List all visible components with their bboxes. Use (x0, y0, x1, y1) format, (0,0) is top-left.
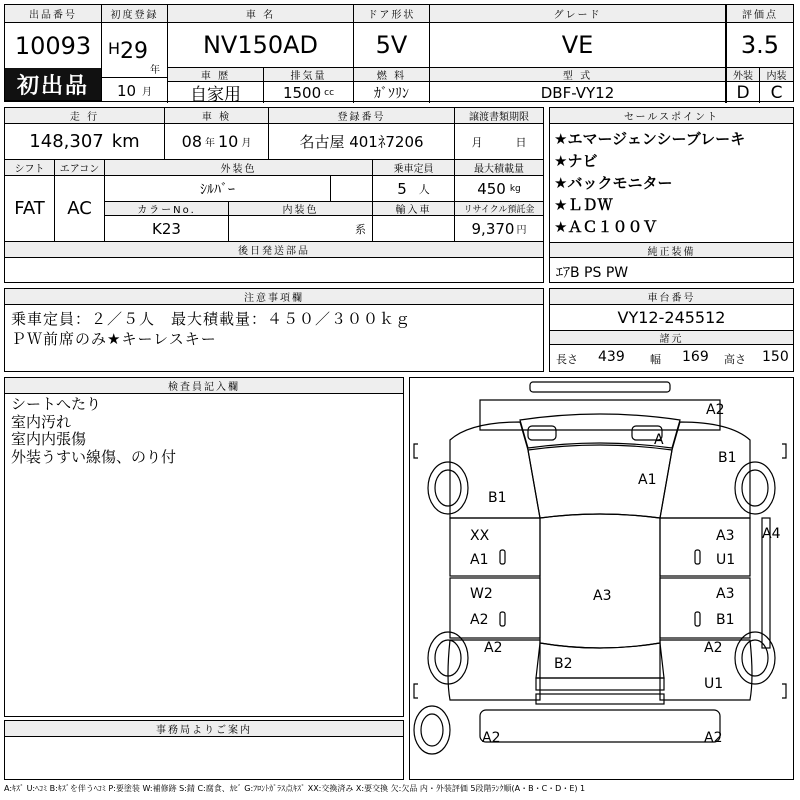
sales-item: ★ＡＣ１００Ｖ (554, 218, 658, 236)
inspector-lines (11, 396, 176, 466)
damage-mark: A3 (716, 586, 735, 602)
office-block (4, 720, 404, 780)
damage-mark: A (654, 432, 664, 448)
doors-label: ドア形状 (354, 5, 430, 23)
header-block (4, 4, 794, 102)
color-label: 外装色 (105, 160, 373, 176)
color-value: ｼﾙﾊﾞｰ (105, 176, 331, 202)
notes-line: 乗車定員：２／５人 最大積載量：４５０／３００ｋｇ (11, 310, 412, 328)
docs-month: 月 (471, 135, 483, 149)
damage-mark: A1 (470, 552, 489, 568)
recycle-label: リサイクル預託金 (455, 202, 543, 216)
load-unit: kg (509, 183, 521, 194)
dims-label: 諸元 (550, 331, 793, 345)
damage-mark: XX (470, 528, 490, 544)
later-parts-value (5, 258, 543, 282)
history-label: 車 歴 (168, 68, 264, 82)
disp-unit: cc (324, 87, 335, 98)
damage-mark: U1 (716, 552, 736, 568)
inspect-year: 08 (181, 132, 202, 151)
mileage-value: 148,307 (29, 131, 104, 152)
height-label: 高さ (724, 353, 746, 366)
width-label: 幅 (650, 353, 661, 366)
inspect-month-unit: 月 (241, 138, 252, 149)
cap-label: 乗車定員 (373, 160, 455, 176)
docs-day: 日 (515, 135, 527, 149)
ext-value: D (726, 82, 760, 103)
equip-value: ｴｱB PS PW (556, 265, 629, 281)
sales-item: ★バックモニター (554, 174, 673, 192)
height-value: 150 (762, 349, 789, 365)
lot-number: 10093 (5, 23, 102, 68)
disp-cell (264, 82, 354, 103)
damage-mark: W2 (470, 586, 493, 602)
shift-value: FAT (5, 176, 55, 242)
intcolor-unit: 系 (355, 222, 366, 236)
doors-value: 5V (354, 23, 430, 68)
ac-label: エアコン (55, 160, 105, 176)
damage-mark: U1 (704, 676, 724, 692)
name-label: 車 名 (168, 5, 354, 23)
first-listing-badge: 初出品 (5, 68, 102, 101)
shift-label: シフト (5, 160, 55, 176)
fuel-label: 燃 料 (354, 68, 430, 82)
history-value: 自家用 (168, 82, 264, 103)
notes-line: ＰＷ前席のみ★キーレスキー (11, 330, 217, 348)
reg-era: H (108, 39, 121, 58)
inspector-line: シートへたり (11, 395, 102, 413)
damage-mark: A2 (470, 612, 489, 628)
sales-item: ★ＬＤＷ (554, 196, 613, 214)
inspector-label: 検査員記入欄 (5, 378, 403, 394)
sales-block (549, 107, 794, 283)
recycle-cell (455, 216, 543, 242)
damage-mark: B2 (554, 656, 573, 672)
inspect-year-unit: 年 (205, 138, 215, 149)
plate-value: 名古屋 401ﾈ7206 (269, 124, 455, 160)
cap-unit: 人 (418, 182, 430, 196)
int-label: 内装 (760, 68, 793, 82)
legend-footer: A:ｷｽﾞ U:ﾍｺﾐ B:ｷｽﾞを伴うﾍｺﾐ P:要塗装 W:補修跡 S:錆 C:腐食、ｶﾋﾞ G:ﾌﾛﾝﾄｶﾞﾗｽ点ｷｽﾞ XX:交換済み X:要交換 欠:欠品 内・外装評価 5段階ﾗﾝｸ順(A・B・C・D・E) 1 (4, 784, 586, 793)
ext-label: 外装 (726, 68, 760, 82)
intcolor-cell (229, 216, 373, 242)
sales-label: セールスポイント (550, 108, 793, 124)
damage-marks (410, 378, 793, 779)
lot-label: 出品番号 (5, 5, 102, 23)
colorno-label: カラーNo. (105, 202, 229, 216)
import-value (373, 216, 455, 242)
dims-row (554, 349, 790, 369)
intcolor-label: 内装色 (229, 202, 373, 216)
inspector-line: 外装うすい線傷、のり付 (11, 447, 177, 466)
inspect-month: 10 (218, 132, 239, 151)
reg-label: 初度登録 (102, 5, 168, 23)
recycle-unit: 円 (516, 225, 527, 236)
damage-diagram (409, 377, 794, 780)
notes-lines (11, 309, 411, 349)
model-label: 型 式 (430, 68, 726, 82)
damage-mark: A2 (704, 640, 723, 656)
car-name: NV150AD (168, 23, 354, 68)
sales-item: ★エマージェンシーブレーキ (554, 130, 746, 148)
chassis-value: VY12-245512 (550, 305, 793, 331)
mileage-unit: km (111, 131, 140, 152)
damage-mark: B1 (718, 450, 737, 466)
disp-label: 排気量 (264, 68, 354, 82)
reg-year-unit: 年 (150, 65, 160, 76)
plate-label: 登録番号 (269, 108, 455, 124)
office-label: 事務局よりご案内 (5, 721, 403, 737)
later-parts-label: 後日発送部品 (5, 242, 543, 258)
damage-mark: A2 (484, 640, 503, 656)
disp-value: 1500 (282, 83, 322, 102)
length-label: 長さ (556, 353, 578, 366)
docs-label: 譲渡書類期限 (455, 108, 543, 124)
colorno-value: K23 (105, 216, 229, 242)
notes-label: 注意事項欄 (5, 289, 543, 305)
notes-block (4, 288, 544, 372)
damage-mark: A4 (762, 526, 781, 542)
sales-list (554, 128, 745, 238)
score-label: 評価点 (726, 5, 793, 23)
recycle-value: 9,370 (471, 219, 515, 238)
inspector-line: 室内汚れ (11, 412, 72, 431)
inspect-cell (165, 124, 269, 160)
damage-mark: A2 (482, 730, 501, 746)
load-cell (455, 176, 543, 202)
mileage-label: 走 行 (5, 108, 165, 124)
damage-mark: A2 (706, 402, 725, 418)
mileage-cell (5, 124, 165, 160)
color-extra (331, 176, 373, 202)
reg-year: 29 (120, 39, 148, 64)
reg-date (102, 23, 168, 78)
model-value: DBF-VY12 (430, 82, 726, 103)
cap-cell (373, 176, 455, 202)
grade-label: グレード (430, 5, 726, 23)
cap-value: 5 (397, 179, 407, 198)
chassis-block (549, 288, 794, 372)
inspector-line: 室内内張傷 (11, 430, 87, 448)
chassis-label: 車台番号 (550, 289, 793, 305)
damage-mark: A3 (716, 528, 735, 544)
load-value: 450 (477, 179, 506, 198)
score-value: 3.5 (726, 23, 793, 68)
docs-cell (455, 124, 543, 160)
length-value: 439 (598, 349, 625, 365)
width-value: 169 (682, 349, 709, 365)
damage-mark: A1 (638, 472, 657, 488)
grade-value: VE (430, 23, 726, 68)
reg-month-unit: 月 (142, 87, 153, 98)
damage-mark: B1 (716, 612, 735, 628)
equip-label: 純正装備 (550, 242, 793, 258)
import-label: 輸入車 (373, 202, 455, 216)
damage-mark: B1 (488, 490, 507, 506)
spec-block (4, 107, 544, 283)
damage-mark: A2 (704, 730, 723, 746)
inspect-label: 車 検 (165, 108, 269, 124)
sales-item: ★ナビ (554, 152, 598, 170)
damage-mark: A3 (593, 588, 612, 604)
load-label: 最大積載量 (455, 160, 543, 176)
fuel-value: ｶﾞｿﾘﾝ (354, 82, 430, 103)
reg-month-cell (102, 78, 168, 103)
reg-month: 10 (116, 81, 137, 100)
ac-value: AC (55, 176, 105, 242)
int-value: C (770, 82, 783, 103)
inspector-block (4, 377, 404, 717)
